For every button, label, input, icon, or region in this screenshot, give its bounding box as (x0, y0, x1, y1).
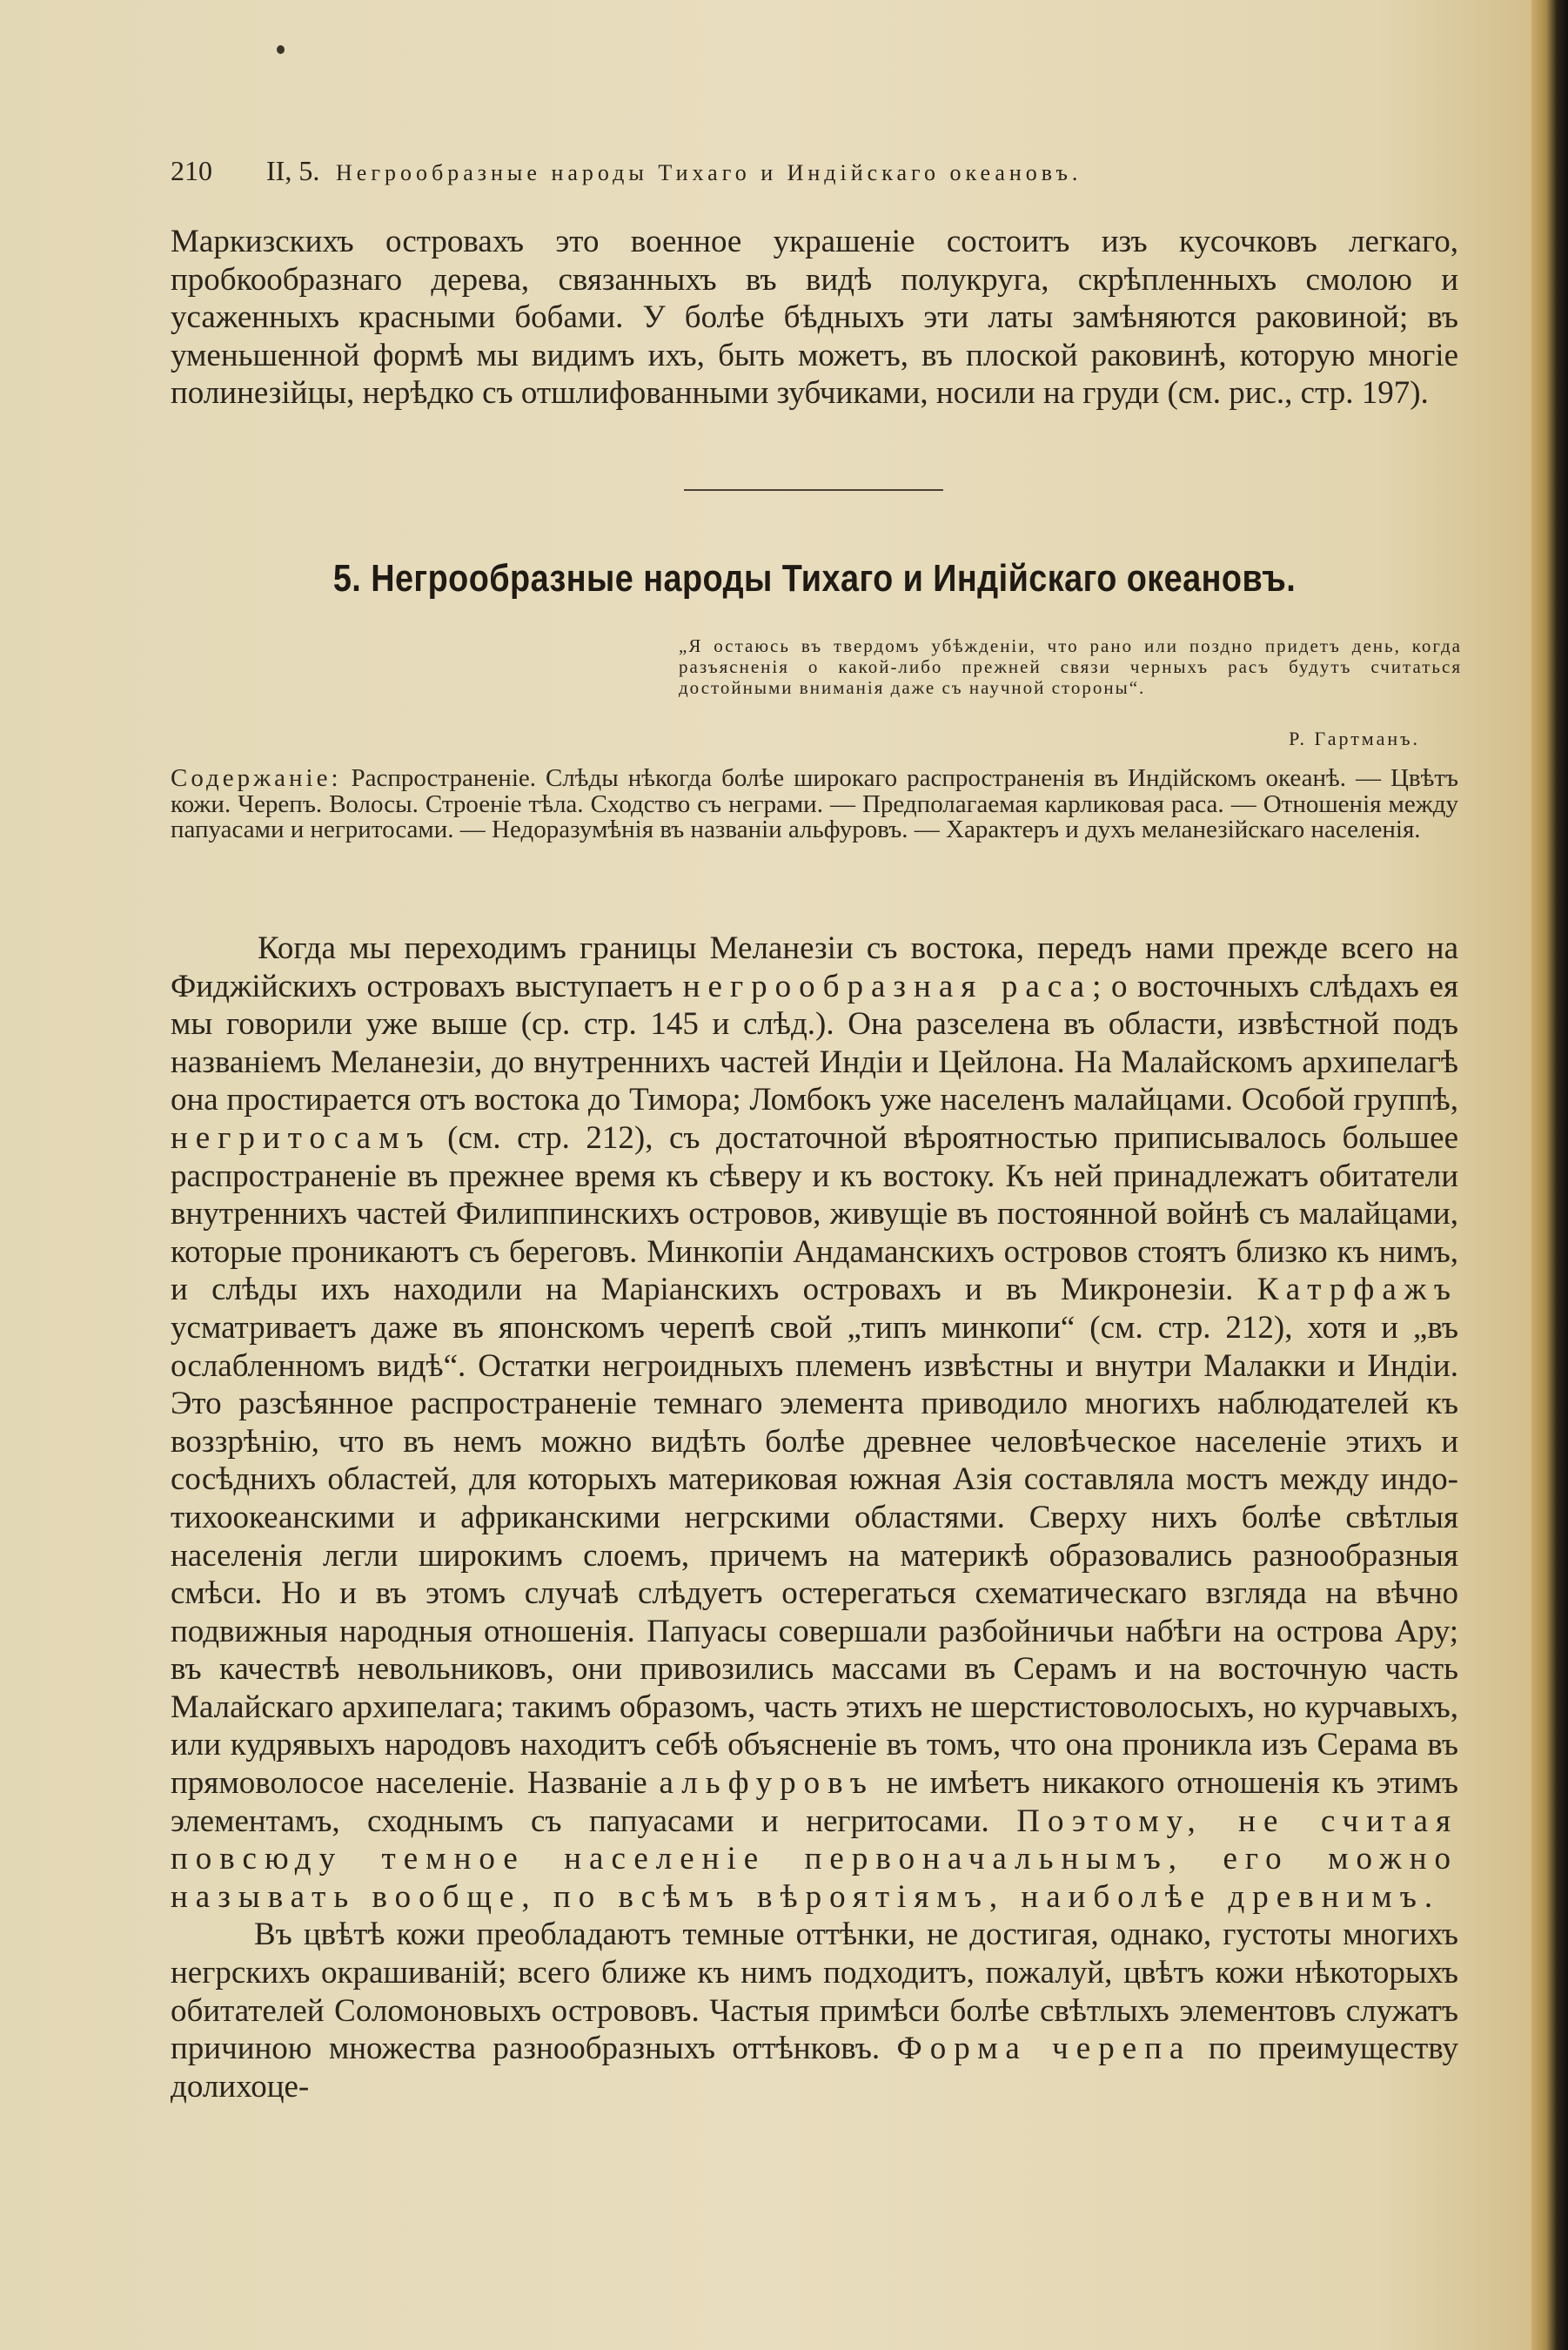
spaced-term: негритосамъ (171, 1119, 432, 1156)
running-header (171, 155, 1458, 193)
body-text: усматриваетъ даже въ японскомъ черепѣ свой „типъ минкопи“ (см. стр. 212), хотя и „въ ослабленномъ видѣ“. Остатки негроидныхъ племенъ извѣстны и внутри Малакки и Индіи. Это разсѣянное распространеніе темнаго элемента приводило многихъ наблюдателей къ воззрѣнію, что въ немъ можно видѣть болѣе древнее человѣческое населеніе этихъ и сосѣднихъ областей, для которыхъ материковая южная Азія составляла мостъ между индо-тихоокеанскими и африканскими негрскими областями. Сверху нихъ болѣе свѣтлыя населенія легли широкимъ слоемъ, причемъ на материкѣ образовались разнообразныя смѣси. Но и въ этомъ случаѣ слѣдуетъ остерегаться схематическаго взгляда на вѣчно подвижныя народныя отношенія. Папуасы совершали разбойничьи набѣги на острова Ару; въ качествѣ невольниковъ, они привозились массами въ Серамъ и на восточную часть Малайскаго архипелага; такимъ образомъ, часть этихъ не шерстистоволосыхъ, но курчавыхъ, или кудрявыхъ народовъ находитъ себѣ объясненіе въ томъ, что она проникла изъ Серама въ прямоволосое населеніе. Названіе (171, 1309, 1458, 1802)
main-text (171, 930, 1458, 2105)
page-edge-shadow (1531, 0, 1568, 2350)
running-title: Негрообразные народы Тихаго и Индійскаго океановъ. (336, 160, 1082, 185)
spaced-name: Катрфажъ (1256, 1272, 1458, 1308)
page-number: 210 (171, 155, 212, 186)
chapter-summary (171, 766, 1458, 843)
epigraph-quote: „Я остаюсь въ твердомъ убѣжденіи, что рано или поздно придетъ день, когда разъясненія о какой-либо прежней связи черныхъ расъ будутъ считаться достойными вниманія даже съ научной стороны“. (679, 635, 1462, 698)
epigraph-author: Р. Гартманъ. (1289, 728, 1420, 749)
body-text: не имѣетъ никакого отношенія къ этимъ элементамъ, сходнымъ съ папуасами и негритосами. (171, 1765, 1458, 1839)
summary-label: Содержаніе: (171, 764, 342, 792)
body-text: Въ цвѣтѣ кожи преобладаютъ темные оттѣнки, не достигая, однако, густоты многихъ негрскихъ окрашиваній; всего ближе къ нимъ подходитъ, пожалуй, цвѣтъ кожи нѣкоторыхъ обитателей Соломоновыхъ острововъ. Частыя примѣси болѣе свѣтлыхъ элементовъ служатъ причиною множества разнообразныхъ оттѣнковъ. (171, 1917, 1458, 2067)
section-ref: II, 5. (266, 155, 320, 186)
spaced-sentence: Поэтому, не считая повсюду темное населеніе первоначальнымъ, его можно называть вообще, по всѣмъ вѣроятіямъ, наиболѣе древнимъ. (171, 1803, 1458, 1915)
body-text: Когда мы переходимъ границы Меланезіи съ востока, передъ нами прежде всего на Фиджійскихъ островахъ выступаетъ (171, 930, 1458, 1004)
body-text: ; о восточныхъ слѣдахъ ея мы говорили уже выше (ср. стр. 145 и слѣд.). Она разселена въ области, извѣстной подъ названіемъ Меланезіи, до внутреннихъ частей Индіи и Цейлона. На Малайскомъ архипелагѣ она простирается отъ востока до Тимора; Ломбокъ уже населенъ малайцами. Особой группѣ, (171, 968, 1458, 1118)
ink-spot (277, 45, 285, 54)
intro-paragraph: Маркизскихъ островахъ это военное украшеніе состоитъ изъ кусочковъ легкаго, пробкообразнаго дерева, связанныхъ въ видѣ полукруга, скрѣпленныхъ смолою и усаженныхъ красными бобами. У болѣе бѣдныхъ эти латы замѣняются раковиной; въ уменьшенной формѣ мы видимъ ихъ, быть можетъ, въ плоской раковинѣ, которую многіе полинезійцы, нерѣдко съ отшлифованными зубчиками, носили на груди (см. рис., стр. 197). (171, 224, 1458, 412)
summary-text: Распространеніе. Слѣды нѣкогда болѣе широкаго распространенія въ Индійскомъ океанѣ. — Цвѣтъ кожи. Черепъ. Волосы. Строеніе тѣла. Сходство съ неграми. — Предполагаемая карликовая раса. — Отношенія между папуасами и негритосами. — Недоразумѣнія въ названіи альфуровъ. — Характеръ и духъ меланезійскаго населенія. (171, 764, 1459, 843)
spaced-term: альфуровъ (659, 1765, 874, 1802)
body-text: по преимуществу долихоце- (171, 2031, 1458, 2105)
body-text: (см. стр. 212), съ достаточной вѣроятностью приписывалось большее распространеніе въ прежнее время къ сѣверу и къ востоку. Къ ней принадлежатъ обитатели внутреннихъ частей Филиппинскихъ островов, живущіе въ постоянной войнѣ съ малайцами, которые проникаютъ съ береговъ. Минкопіи Андаманскихъ островов стоятъ близко къ нимъ, и слѣды ихъ находили на Маріанскихъ островахъ и въ Микронезіи. (171, 1119, 1458, 1308)
spaced-term: Форма черепа (896, 2031, 1192, 2067)
section-divider (684, 489, 943, 491)
spaced-term: негрообразная раса (682, 968, 1093, 1004)
section-title: 5. Негрообразные народы Тихаго и Индійскаго океановъ. (332, 557, 1297, 600)
